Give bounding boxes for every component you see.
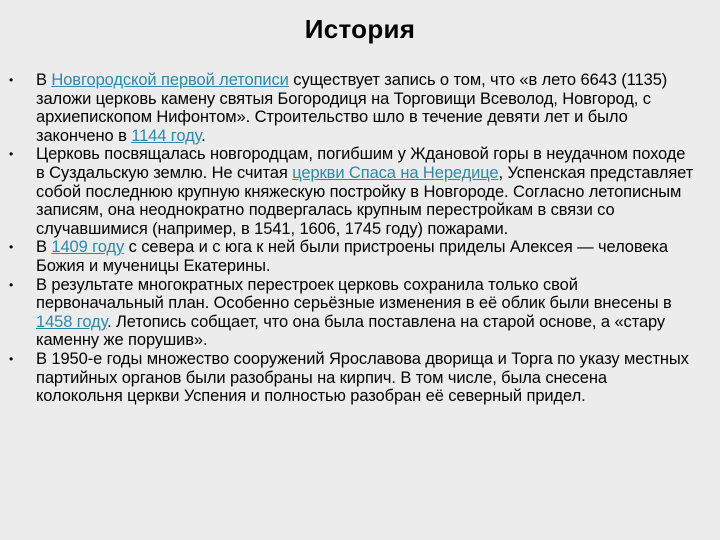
bullet-item <box>9 275 694 350</box>
bullet-text: . <box>201 126 206 145</box>
bullet-text: с севера и с юга к ней были пристроены приделы Алексея — человека Божия и мученицы Екатерины. <box>36 238 668 275</box>
bullet-text: В результате многократных перестроек церковь сохранила только свой первоначальный план. Особенно серьёзные изменения в её облик были внесены в <box>36 275 672 313</box>
bullet-dot-icon: • <box>9 73 14 87</box>
bullet-text: В <box>36 238 52 257</box>
bullet-item <box>9 145 694 238</box>
hyperlink[interactable]: 1144 году <box>131 126 202 145</box>
bullet-item <box>9 349 694 406</box>
bullet-item <box>9 238 694 275</box>
bullet-text: , Успенская представляет собой последнюю крупную княжескую постройку в Новгороде. Согласно летописным записям, она неоднократно подвергалась крупным перестройкам в связи со случавшимися (например, в 1541, 1606, 1745 году) пожарами. <box>36 163 694 238</box>
hyperlink[interactable]: 1458 году <box>36 312 108 331</box>
bullet-text: Церковь посвящалась новгородцам, погибшим у Ждановой горы в неудачном походе в Суздальскую землю. Не считая <box>36 145 686 182</box>
bullet-dot-icon: • <box>9 147 14 162</box>
bullet-dot-icon: • <box>9 277 14 292</box>
bullet-list <box>0 71 720 406</box>
bullet-text: В 1950-е годы множество сооружений Ярославова дворища и Торга по указу местных партийных органов были разобраны на кирпич. В том числе, была снесена колокольня церкви Успения и полностью разобран её северный придел. <box>36 349 689 406</box>
hyperlink[interactable]: Новгородской первой летописи <box>51 71 289 89</box>
slide-title: История <box>304 14 416 44</box>
bullet-dot-icon: • <box>9 240 14 255</box>
bullet-text: . Летопись собщает, что она была поставлена на старой основе, а «стару каменну же порушив». <box>36 312 666 350</box>
hyperlink[interactable]: 1409 году <box>51 238 125 257</box>
bullet-text: В <box>36 71 52 89</box>
hyperlink[interactable]: церкви Спаса на Нередице <box>292 163 499 182</box>
bullet-text: существует запись о том, что «в лето 6643 (1135) заложи церковь камену святыя Богородиця на Торговищи Всеволод, Новгород, с архиепископом Нифонтом». Строительство шло в течение девяти лет и было закончено в <box>36 71 668 145</box>
bullet-item <box>9 71 694 145</box>
bullet-dot-icon: • <box>9 351 14 366</box>
